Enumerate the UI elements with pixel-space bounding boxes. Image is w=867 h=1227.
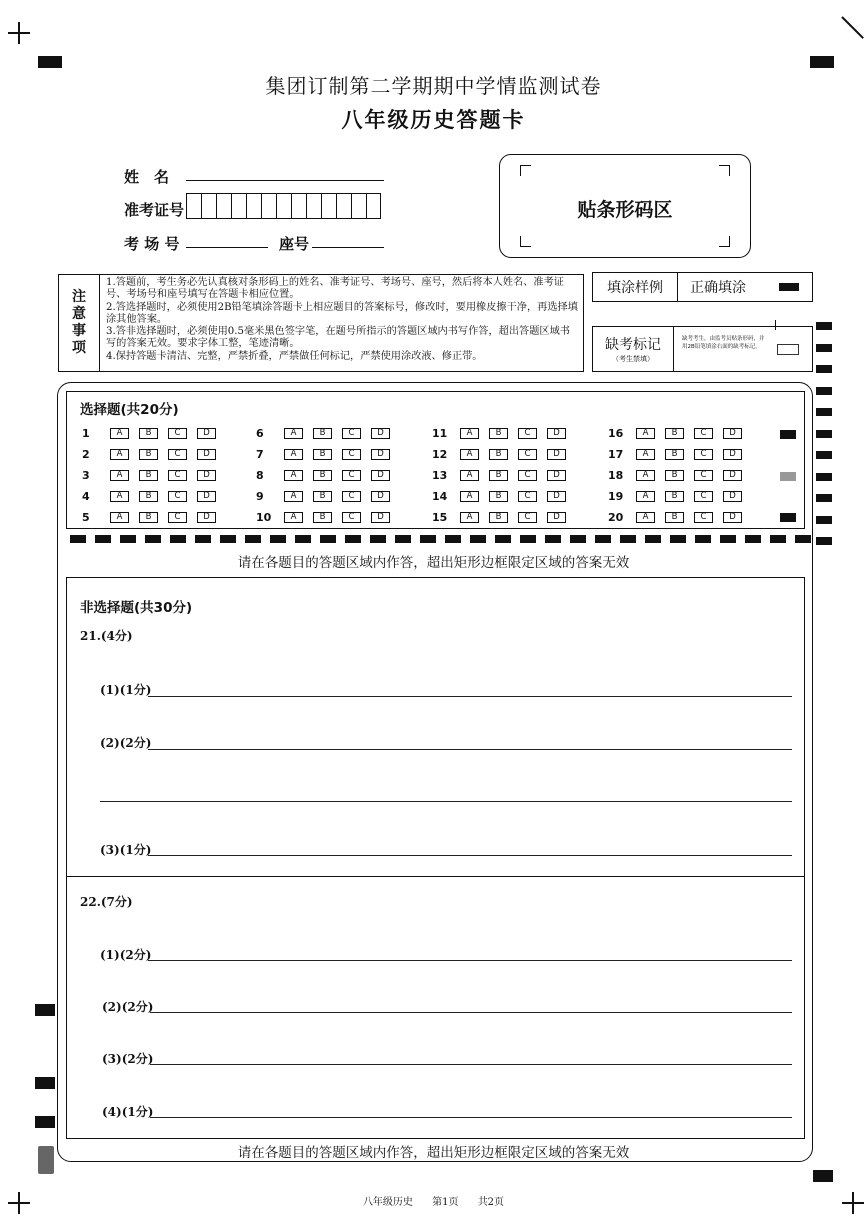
exam-title: 集团订制第二学期期中学情监测试卷: [265, 74, 602, 98]
timing-mark: [816, 451, 832, 459]
question-divider: [66, 876, 805, 877]
option-bubble-b[interactable]: B: [313, 428, 332, 439]
question-number: 10: [256, 511, 272, 524]
q22-part-3-answer-line[interactable]: [150, 1064, 792, 1065]
option-bubble-a[interactable]: A: [636, 512, 655, 523]
indicator-mark: [780, 472, 796, 481]
option-bubble-d[interactable]: D: [723, 512, 742, 523]
timing-mark: [35, 1077, 55, 1089]
q21-part-3-answer-line[interactable]: [148, 855, 792, 856]
option-bubble-c[interactable]: C: [694, 491, 713, 502]
option-bubble-c[interactable]: C: [168, 512, 187, 523]
question-number: 6: [256, 427, 264, 440]
q21-part-2-answer-line-2[interactable]: [100, 801, 792, 802]
choice-question-16: [608, 427, 752, 440]
name-label: 姓 名: [124, 168, 170, 186]
answer-sheet-title: 八年级历史答题卡: [341, 108, 526, 132]
barcode-label: 贴条形码区: [577, 199, 673, 221]
option-bubble-c[interactable]: C: [168, 428, 187, 439]
notice-box: [58, 274, 584, 372]
question-number: 17: [608, 448, 624, 461]
option-bubble-b[interactable]: B: [489, 449, 508, 460]
option-bubble-c[interactable]: C: [694, 449, 713, 460]
question-number: 12: [432, 448, 448, 461]
option-bubble-b[interactable]: B: [665, 491, 684, 502]
q22-part-1-answer-line[interactable]: [148, 960, 792, 961]
dash-mark: [370, 535, 386, 543]
dash-mark: [645, 535, 661, 543]
q21-part-3-label: (3)(1分): [100, 843, 152, 857]
timing-mark: [816, 322, 832, 330]
page-footer: [0, 1193, 867, 1208]
option-bubble-b[interactable]: B: [139, 449, 158, 460]
choice-question-3: [82, 469, 226, 482]
q22-part-1-label: (1)(2分): [100, 948, 152, 962]
option-bubble-b[interactable]: B: [139, 470, 158, 481]
option-bubble-b[interactable]: B: [665, 512, 684, 523]
q21-part-1-label: (1)(1分): [100, 683, 152, 697]
dash-mark: [295, 535, 311, 543]
tick-mark: [775, 320, 776, 330]
option-bubble-a[interactable]: A: [110, 470, 129, 481]
timing-mark: [35, 1116, 55, 1128]
choice-question-8: [256, 469, 400, 482]
absent-mark-note: 缺考考生，由监考员贴条形码，并用2B铅笔填涂右面的缺考标记。: [682, 336, 765, 350]
question-number: 5: [82, 511, 90, 524]
notice-heading: 注 意 事 项: [59, 275, 100, 371]
option-bubble-a[interactable]: A: [636, 470, 655, 481]
question-number: 19: [608, 490, 624, 503]
dash-mark: [120, 535, 136, 543]
choice-question-13: [432, 469, 576, 482]
absent-mark-sublabel: （考生禁填）: [612, 355, 654, 363]
indicator-mark: [780, 430, 796, 439]
notice-body: [100, 275, 583, 371]
option-bubble-c[interactable]: C: [694, 428, 713, 439]
answer-area-hint-bottom: 请在各题目的答题区域内作答，超出矩形边框限定区域的答案无效: [237, 1145, 630, 1161]
option-bubble-a[interactable]: A: [110, 512, 129, 523]
exam-id-label: 准考证号: [124, 201, 185, 219]
option-bubble-a[interactable]: A: [460, 491, 479, 502]
option-bubble-d[interactable]: D: [371, 428, 390, 439]
option-bubble-a[interactable]: A: [636, 491, 655, 502]
option-bubble-d[interactable]: D: [723, 428, 742, 439]
option-bubble-a[interactable]: A: [460, 449, 479, 460]
question-number: 2: [82, 448, 90, 461]
option-bubble-c[interactable]: C: [342, 512, 361, 523]
q22-part-2-label: (2)(2分): [102, 1000, 154, 1014]
correct-fill-label: 正确填涂: [690, 280, 746, 296]
option-bubble-d[interactable]: D: [371, 512, 390, 523]
q21-part-2-label: (2)(2分): [100, 736, 152, 750]
dash-mark: [495, 535, 511, 543]
option-bubble-d[interactable]: D: [371, 491, 390, 502]
option-bubble-c[interactable]: C: [342, 428, 361, 439]
seat-label: 座号: [279, 235, 310, 253]
option-bubble-a[interactable]: A: [110, 491, 129, 502]
option-bubble-a[interactable]: A: [460, 470, 479, 481]
dash-mark: [195, 535, 211, 543]
choice-question-1: [82, 427, 226, 440]
choice-section-title: 选择题(共20分): [80, 402, 179, 418]
dash-mark: [695, 535, 711, 543]
choice-question-20: [608, 511, 752, 524]
timing-mark: [816, 387, 832, 395]
option-bubble-b[interactable]: B: [665, 470, 684, 481]
nonchoice-section-title: 非选择题(共30分): [80, 600, 193, 616]
question-number: 9: [256, 490, 264, 503]
question-22-label: 22.(7分): [80, 895, 133, 909]
choice-question-19: [608, 490, 752, 503]
dash-mark: [745, 535, 761, 543]
notice-item: 3.答非选择题时，必须使用0.5毫米黑色签字笔，在题号所指示的答题区域内书写作答，超出答题区域书写的答案无效。要求字体工整，笔迹清晰。: [106, 326, 570, 350]
exam-room-label: 考 场 号: [124, 235, 180, 253]
choice-question-2: [82, 448, 226, 461]
position-block: [810, 56, 834, 68]
option-bubble-d[interactable]: D: [197, 428, 216, 439]
dash-mark: [770, 535, 786, 543]
option-bubble-d[interactable]: D: [723, 470, 742, 481]
option-bubble-b[interactable]: B: [139, 512, 158, 523]
question-number: 20: [608, 511, 624, 524]
footer-total: 共2页: [477, 1197, 505, 1208]
footer-page: 第1页: [432, 1197, 459, 1208]
q22-part-4-answer-line[interactable]: [150, 1117, 792, 1118]
dash-mark: [420, 535, 436, 543]
option-bubble-d[interactable]: D: [197, 470, 216, 481]
question-number: 11: [432, 427, 448, 440]
option-bubble-b[interactable]: B: [313, 470, 332, 481]
question-number: 4: [82, 490, 90, 503]
question-number: 14: [432, 490, 448, 503]
dash-mark: [620, 535, 636, 543]
option-bubble-d[interactable]: D: [723, 491, 742, 502]
choice-question-12: [432, 448, 576, 461]
fill-sample-label: 填涂样例: [593, 273, 678, 301]
option-bubble-a[interactable]: A: [284, 491, 303, 502]
question-number: 8: [256, 469, 264, 482]
option-bubble-b[interactable]: B: [489, 470, 508, 481]
option-bubble-c[interactable]: C: [518, 470, 537, 481]
timing-mark: [816, 494, 832, 502]
option-bubble-a[interactable]: A: [460, 512, 479, 523]
timing-mark: [816, 473, 832, 481]
option-bubble-b[interactable]: B: [489, 428, 508, 439]
question-number: 18: [608, 469, 624, 482]
option-bubble-b[interactable]: B: [665, 428, 684, 439]
option-bubble-d[interactable]: D: [371, 470, 390, 481]
choice-question-7: [256, 448, 400, 461]
option-bubble-a[interactable]: A: [460, 428, 479, 439]
choice-question-15: [432, 511, 576, 524]
option-bubble-d[interactable]: D: [547, 512, 566, 523]
dash-mark: [320, 535, 336, 543]
choice-question-9: [256, 490, 400, 503]
option-bubble-a[interactable]: A: [284, 428, 303, 439]
option-bubble-d[interactable]: D: [547, 491, 566, 502]
q21-part-1-answer-line[interactable]: [148, 696, 792, 697]
fill-sample-box: [592, 272, 813, 302]
dash-mark: [470, 535, 486, 543]
option-bubble-a[interactable]: A: [110, 428, 129, 439]
dash-mark: [595, 535, 611, 543]
dash-mark: [520, 535, 536, 543]
option-bubble-d[interactable]: D: [371, 449, 390, 460]
option-bubble-b[interactable]: B: [665, 449, 684, 460]
footer-subject: 八年级历史: [362, 1197, 413, 1208]
timing-mark: [816, 408, 832, 416]
dash-mark: [345, 535, 361, 543]
exam-room-field[interactable]: [186, 247, 268, 248]
nonchoice-section: [66, 577, 805, 1139]
question-number: 16: [608, 427, 624, 440]
question-number: 13: [432, 469, 448, 482]
option-bubble-c[interactable]: C: [518, 428, 537, 439]
choice-question-18: [608, 469, 752, 482]
option-bubble-a[interactable]: A: [636, 449, 655, 460]
timing-mark: [35, 1004, 55, 1016]
choice-question-11: [432, 427, 576, 440]
option-bubble-c[interactable]: C: [342, 470, 361, 481]
question-number: 7: [256, 448, 264, 461]
timing-mark: [816, 365, 832, 373]
absent-mark-checkbox[interactable]: [777, 344, 799, 355]
question-number: 3: [82, 469, 90, 482]
option-bubble-c[interactable]: C: [168, 449, 187, 460]
dash-mark: [570, 535, 586, 543]
option-bubble-d[interactable]: D: [197, 491, 216, 502]
dash-mark: [245, 535, 261, 543]
dash-mark: [95, 535, 111, 543]
option-bubble-c[interactable]: C: [518, 491, 537, 502]
option-bubble-c[interactable]: C: [342, 491, 361, 502]
q22-part-4-label: (4)(1分): [102, 1105, 154, 1119]
dash-mark: [720, 535, 736, 543]
barcode-area: [499, 154, 751, 258]
dash-mark: [70, 535, 86, 543]
option-bubble-b[interactable]: B: [313, 512, 332, 523]
dash-mark: [220, 535, 236, 543]
dash-mark: [170, 535, 186, 543]
timing-mark: [816, 516, 832, 524]
dash-mark: [445, 535, 461, 543]
option-bubble-b[interactable]: B: [139, 491, 158, 502]
notice-item: 2.答选择题时，必须使用2B铅笔填涂答题卡上相应题目的答案标号，修改时，要用橡皮擦干净，再选择填涂其他答案。: [106, 301, 578, 325]
registration-mark-top-left: [8, 22, 30, 44]
option-bubble-a[interactable]: A: [284, 449, 303, 460]
position-block: [813, 1170, 833, 1182]
option-bubble-c[interactable]: C: [168, 470, 187, 481]
option-bubble-d[interactable]: D: [197, 449, 216, 460]
timing-mark: [816, 344, 832, 352]
registration-mark-top-right: [841, 16, 864, 39]
option-bubble-c[interactable]: C: [694, 470, 713, 481]
absent-mark-box: [592, 326, 813, 372]
dash-mark: [670, 535, 686, 543]
dash-mark: [795, 535, 811, 543]
notice-item: 4.保持答题卡清洁、完整，严禁折叠，严禁做任何标记，严禁使用涂改液、修正带。: [106, 350, 483, 362]
option-bubble-d[interactable]: D: [197, 512, 216, 523]
option-bubble-c[interactable]: C: [342, 449, 361, 460]
timing-mark: [816, 430, 832, 438]
dash-mark: [145, 535, 161, 543]
option-bubble-c[interactable]: C: [168, 491, 187, 502]
option-bubble-b[interactable]: B: [139, 428, 158, 439]
option-bubble-d[interactable]: D: [547, 470, 566, 481]
option-bubble-c[interactable]: C: [518, 512, 537, 523]
option-bubble-d[interactable]: D: [547, 428, 566, 439]
dash-mark: [395, 535, 411, 543]
question-21-label: 21.(4分): [80, 629, 133, 643]
dash-mark: [270, 535, 286, 543]
position-block: [38, 56, 62, 68]
answer-area-hint: 请在各题目的答题区域内作答，超出矩形边框限定区域的答案无效: [237, 555, 630, 571]
question-number: 1: [82, 427, 90, 440]
timing-mark: [816, 537, 832, 545]
question-number: 15: [432, 511, 448, 524]
choice-question-14: [432, 490, 576, 503]
q22-part-2-answer-line[interactable]: [150, 1012, 792, 1013]
correct-fill-example: [779, 283, 799, 291]
choice-question-10: [256, 511, 400, 524]
option-bubble-b[interactable]: B: [313, 449, 332, 460]
choice-question-17: [608, 448, 752, 461]
seat-field[interactable]: [312, 247, 384, 248]
option-bubble-a[interactable]: A: [284, 512, 303, 523]
option-bubble-b[interactable]: B: [489, 491, 508, 502]
absent-mark-label: 缺考标记: [605, 337, 661, 353]
exam-id-boxes[interactable]: [186, 193, 381, 219]
option-bubble-c[interactable]: C: [518, 449, 537, 460]
choice-question-6: [256, 427, 400, 440]
option-bubble-a[interactable]: A: [110, 449, 129, 460]
dash-mark: [545, 535, 561, 543]
notice-item: 1.答题前，考生务必先认真核对条形码上的姓名、准考证号、考场号、座号，然后将本人姓名、准考证号、考场号和座号填写在答题卡相应位置。: [106, 277, 564, 301]
choice-question-4: [82, 490, 226, 503]
option-bubble-c[interactable]: C: [694, 512, 713, 523]
option-bubble-d[interactable]: D: [723, 449, 742, 460]
option-bubble-d[interactable]: D: [547, 449, 566, 460]
q21-part-2-answer-line[interactable]: [148, 749, 792, 750]
option-bubble-a[interactable]: A: [284, 470, 303, 481]
q22-part-3-label: (3)(2分): [102, 1052, 154, 1066]
choice-question-5: [82, 511, 226, 524]
indicator-mark: [780, 513, 796, 522]
option-bubble-a[interactable]: A: [636, 428, 655, 439]
name-field[interactable]: [186, 180, 384, 181]
option-bubble-b[interactable]: B: [313, 491, 332, 502]
option-bubble-b[interactable]: B: [489, 512, 508, 523]
